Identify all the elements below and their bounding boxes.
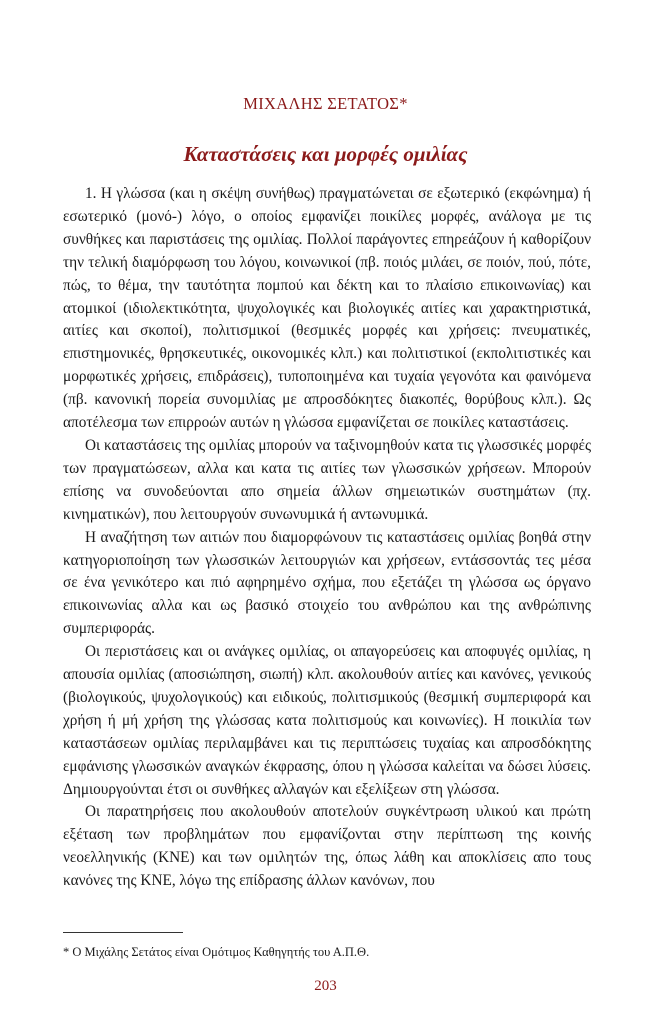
paragraph-4: Οι περιστάσεις και οι ανάγκες ομιλίας, οι απαγορεύσεις και αποφυγές ομιλίας, η απουσία ομιλίας (αποσιώπηση, σιωπή) κλπ. ακολουθούν αιτίες και κανόνες, γενικούς (βιολογικούς, ψυχολογικούς) και ειδικούς, πολιτισμικούς (θεσμική συμπεριφορά και χρήση ή μή χρήση της γλώσσας κατα πολιτισμούς και κοινωνίες). Η ποικιλία των καταστάσεων ομιλίας περιλαμβάνει και τις περιπτώσεις τυχαίας και απροσδόκητης εμφάνισης γλωσσικών αναγκών έκφρασης, όπου η γλώσσα καλείται να δώσει λύσεις. Δημιουργούνται έτσι οι συνθήκες αλλαγών και εξελίξεων στη γλώσσα.	[63, 643, 591, 798]
paragraph-2: Οι καταστάσεις της ομιλίας μπορούν να ταξινομηθούν κατα τις γλωσσικές μορφές των πραγματώσεων, αλλα και κατα τις αιτίες των γλωσσικών χρήσεων. Μπορούν επίσης να συνοδεύονται απο σημεία άλλων σημειωτικών συστημάτων (πχ. κινηματικών), που λειτουργούν συνωνυμικά ή αντωνυμικά.	[63, 436, 591, 523]
page-number: 203	[314, 978, 337, 994]
article-body	[63, 183, 591, 893]
author-heading: ΜΙΧΑΛΗΣ ΣΕΤΑΤΟΣ*	[243, 94, 408, 113]
paragraph-3: Η αναζήτηση των αιτιών που διαμορφώνουν τις καταστάσεις ομιλίας βοηθά στην κατηγοριοποίηση των γλωσσικών λειτουργιών και χρήσεων, εντάσσοντάς τες μέσα σε ένα γενικότερο και πιό αφηρημένο σχήμα, που εξετάζει τη γλώσσα ως όργανο επικοινωνίας αλλα και ως βασικό στοιχείο του ανθρώπου και της ανθρώπινης συμπεριφοράς.	[63, 528, 591, 638]
footnote-divider	[63, 932, 183, 933]
footnote: * Ο Μιχάλης Σετάτος είναι Ομότιμος Καθηγητής του Α.Π.Θ.	[63, 945, 370, 959]
article-title: Καταστάσεις και μορφές ομιλίας	[183, 142, 468, 166]
paragraph-1: 1. Η γλώσσα (και η σκέψη συνήθως) πραγματώνεται σε εξωτερικό (εκφώνημα) ή εσωτερικό (μονό-) λόγο, ο οποίος εμφανίζει ποικίλες μορφές, ανάλογα με τις συνθήκες και παριστάσεις της ομιλίας. Πολλοί παράγοντες επηρεάζουν ή καθορίζουν την τελική διαμόρφωση του λόγου, κοινωνικοί (πβ. ποιός μιλάει, σε ποιόν, πού, πότε, πώς, το θέμα, την ταυτότητα πομπού και δέκτη και το πλαίσιο επικοινωνίας) και ατομικοί (ιδιολεκτικότητα, ψυχολογικές και βιολογικές αιτίες και χαρακτηριστικά, αιτίες και σκοποί), πολιτισμικοί (θεσμικές μορφές και χρήσεις: πνευματικές, επιστημονικές, θρησκευτικές, οικονομικές κλπ.) και πολιτιστικοί (εκπολιτιστικές και μορφωτικές χρήσεις, επιδράσεις), τυποποιημένα και τυχαία γεγονότα και φαινόμενα (πβ. κανονική πορεία συνομιλίας με απροσδόκητες διακοπές, θορύβους κλπ.). Ως αποτέλεσμα των επιρροών αυτών η γλώσσα εμφανίζεται σε ποικίλες καταστάσεις.	[63, 185, 591, 432]
paragraph-5: Οι παρατηρήσεις που ακολουθούν αποτελούν συγκέντρωση υλικού και πρώτη εξέταση των προβλημάτων που εμφανίζονται στην περίπτωση της κοινής νεοελληνικής (ΚΝΕ) και των ομιλητών της, όπως λάθη και αποκλίσεις απο τους κανόνες της ΚΝΕ, λόγω της επίδρασης άλλων κανόνων, που	[63, 803, 591, 890]
